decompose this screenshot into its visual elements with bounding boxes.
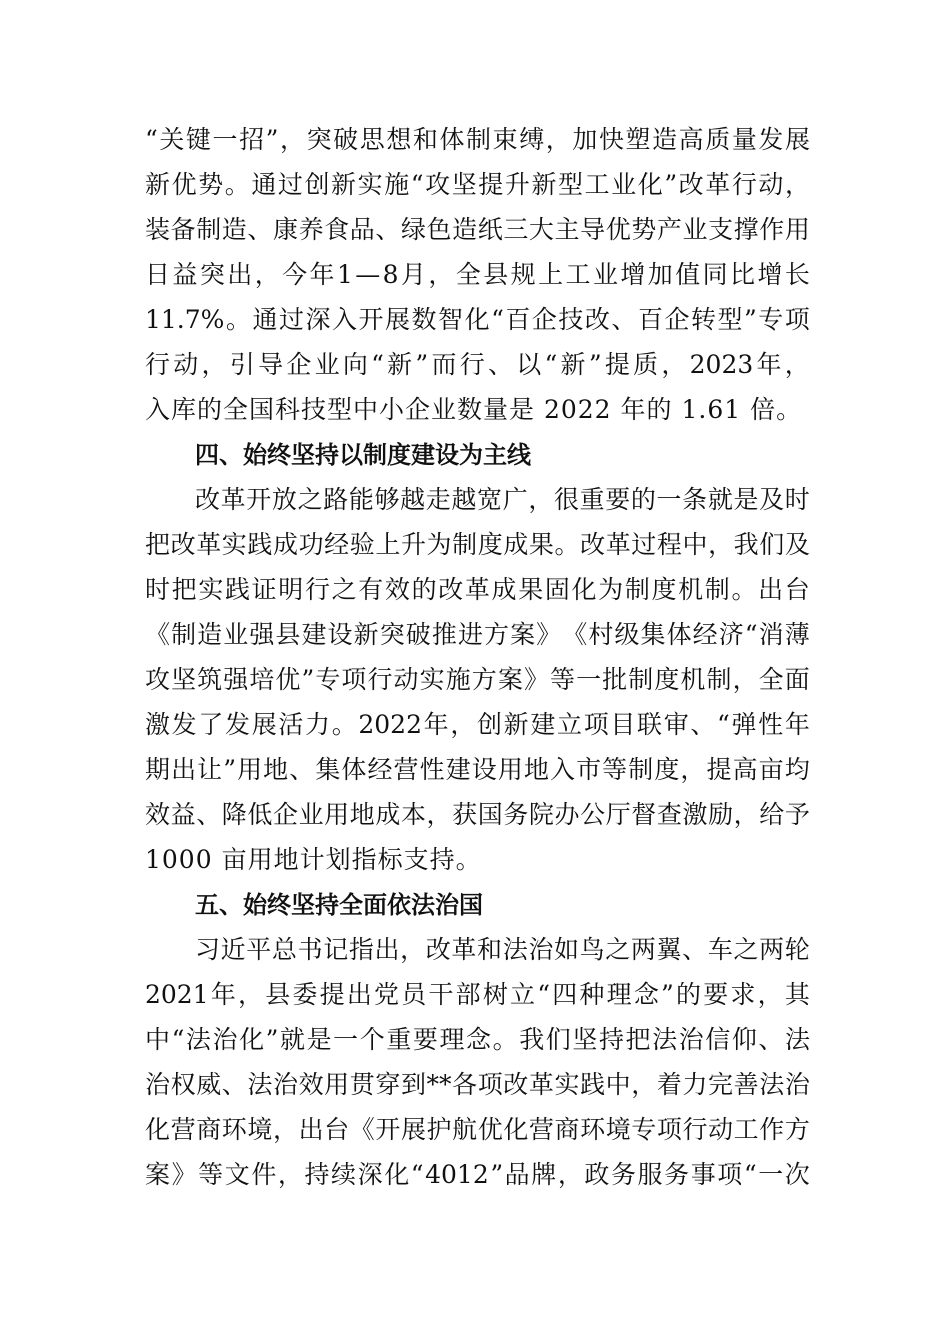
paragraph-1-line-3: 装 备 制 造 、 康 养 食 品 、 绿 色 造 纸 三 大 主 导 优 势 产 业 支 撑 作 用 (145, 215, 810, 244)
paragraph-1-line-5: 11.7% 。 通 过 深 入 开 展 数 智 化 “ 百 企 技 改 、 百 企 转 型 ” 专 项 (145, 305, 810, 334)
paragraph-2-line-9: 1000 亩用地计划指标支持。 (145, 845, 482, 874)
section-heading-4: 四、始终坚持以制度建设为主线 (195, 441, 531, 469)
paragraph-2-line-3: 时 把 实 践 证 明 行 之 有 效 的 改 革 成 果 固 化 为 制 度 机 制 。 出 台 (145, 575, 810, 604)
paragraph-2-line-7: 期 出 让 ” 用 地 、 集 体 经 营 性 建 设 用 地 入 市 等 制 度 ， 提 高 亩 均 (145, 755, 810, 784)
paragraph-1-line-6: 行 动 ， 引 导 企 业 向 “ 新 ” 而 行 、 以 “ 新 ” 提 质 ， 2023 年 ， (145, 350, 810, 379)
paragraph-2-line-8: 效 益 、 降 低 企 业 用 地 成 本 ， 获 国 务 院 办 公 厅 督 查 激 励 ， 给 予 (145, 800, 810, 829)
paragraph-3-line-3: 中 “ 法 治 化 ” 就 是 一 个 重 要 理 念 。 我 们 坚 持 把 法 治 信 仰 、 法 (145, 1025, 810, 1054)
paragraph-2-line-6: 激 发 了 发 展 活 力 。 2022 年 ， 创 新 建 立 项 目 联 审 、 “ 弹 性 年 (145, 710, 810, 739)
section-heading-5: 五、始终坚持全面依法治国 (195, 891, 483, 919)
paragraph-2-line-4: 《 制 造 业 强 县 建 设 新 突 破 推 进 方 案 》 《 村 级 集 体 经 济 “ 消 薄 (145, 620, 810, 649)
paragraph-3-line-5: 化 营 商 环 境 ， 出 台 《 开 展 护 航 优 化 营 商 环 境 专 项 行 动 工 作 方 (145, 1115, 810, 1144)
paragraph-3-line-1: 习 近 平 总 书 记 指 出 ， 改 革 和 法 治 如 鸟 之 两 翼 、 车 之 两 轮 (195, 935, 810, 964)
paragraph-3-line-2: 2021 年 ， 县 委 提 出 党 员 干 部 树 立 “ 四 种 理 念 ” 的 要 求 ， 其 (145, 980, 810, 1009)
paragraph-2-line-1: 改 革 开 放 之 路 能 够 越 走 越 宽 广 ， 很 重 要 的 一 条 就 是 及 时 (195, 485, 810, 514)
paragraph-1-line-7: 入库的全国科技型中小企业数量是 2022 年的 1.61 倍。 (145, 395, 803, 424)
paragraph-2-line-5: 攻 坚 筑 强 培 优 ” 专 项 行 动 实 施 方 案 》 等 一 批 制 度 机 制 ， 全 面 (145, 665, 810, 694)
paragraph-1-line-4: 日 益 突 出 ， 今 年 1 — 8 月 ， 全 县 规 上 工 业 增 加 值 同 比 增 长 (145, 260, 810, 289)
paragraph-3-line-6: 案 》 等 文 件 ， 持 续 深 化 “ 4012 ” 品 牌 ， 政 务 服 务 事 项 “ 一 次 (145, 1160, 810, 1189)
paragraph-1-line-1: “ 关 键 一 招 ” ， 突 破 思 想 和 体 制 束 缚 ， 加 快 塑 造 高 质 量 发 展 (145, 125, 810, 154)
paragraph-2-line-2: 把 改 革 实 践 成 功 经 验 上 升 为 制 度 成 果 。 改 革 过 程 中 ， 我 们 及 (145, 530, 810, 559)
paragraph-1-line-2: 新 优 势 。 通 过 创 新 实 施 “ 攻 坚 提 升 新 型 工 业 化 ” 改 革 行 动 ， (145, 170, 810, 199)
paragraph-3-line-4: 治 权 威 、 法 治 效 用 贯 穿 到 ** 各 项 改 革 实 践 中 ， 着 力 完 善 法 治 (145, 1070, 810, 1099)
